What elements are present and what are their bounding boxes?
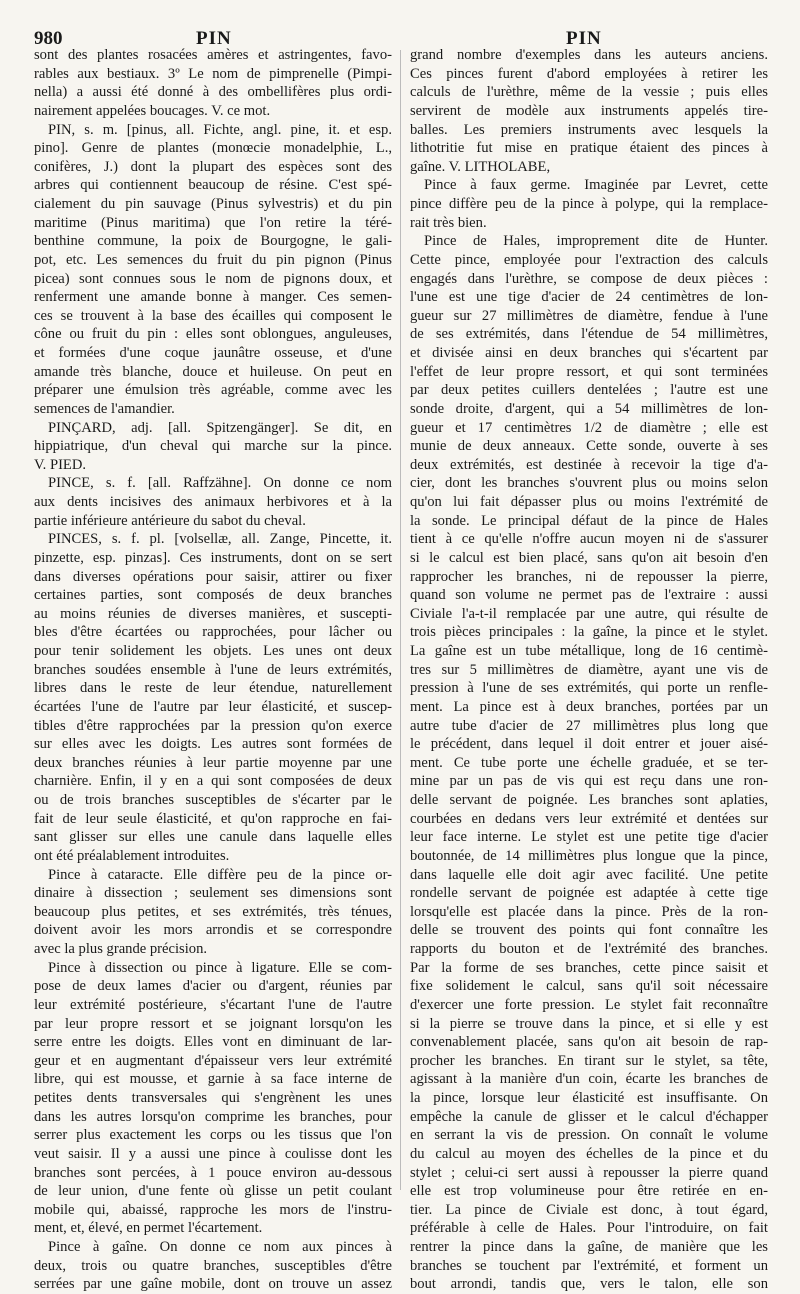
text-line: par leur propre ressort et se joignant lorsqu'on les	[34, 1015, 392, 1032]
text-line: gaîne. V. LITHOLABE,	[410, 158, 551, 175]
text-line: benthine commune, la poix de Bourgogne, le gali-	[34, 233, 392, 250]
text-line: quand son volume ne permet pas de l'extraire : aussi	[410, 587, 768, 604]
text-line: sonde droite, d'argent, qui a 54 millimètres de lon-	[410, 400, 768, 417]
text-line: semences de l'amandier.	[34, 400, 175, 417]
text-line: charnière. Enfin, il y en a qui sont composées de deux	[34, 773, 392, 790]
text-line: au moins réunies de diverses manières, et suscepti-	[34, 605, 392, 622]
text-line: dinaire à dissection ; seulement ses dimensions sont	[34, 885, 392, 902]
text-line: calculs de l'urèthre, même de la vessie ; puis elles	[410, 84, 768, 101]
text-line: delle se trouvent des points qui font connaître les	[410, 922, 768, 939]
text-line: PINÇARD, adj. [all. Spitzengänger]. Se dit, en	[48, 419, 392, 436]
text-line: branches sont percées, à 1 pouce environ au-dessous	[34, 1164, 392, 1181]
text-line: gueur sur 27 millimètres de diamètre, fendue à l'une	[410, 307, 768, 324]
text-line: boutonnée, de 14 millimètres plus longue que la pince,	[410, 847, 768, 864]
text-line: PIN, s. m. [pinus, all. Fichte, angl. pine, it. et esp.	[48, 121, 392, 138]
text-line: et divisée ainsi en deux branches qui s'écartent par	[410, 345, 768, 361]
text-line: PINCES, s. f. pl. [volsellæ, all. Zange, Pincette, it.	[48, 531, 392, 548]
text-line: doivent avoir les mors arrondis et se correspondre	[34, 922, 392, 939]
text-line: pour tenir solidement les objets. Les unes ont deux	[34, 643, 392, 659]
text-line: du calcul au moyen des échelles de la pince et du	[410, 1145, 768, 1162]
text-line: cône ou fruit du pin : elles sont oblongues, anguleuses,	[34, 326, 392, 343]
text-line: elle est trop volumineuse pour être retirée en en-	[410, 1183, 768, 1200]
text-line: la pince, lorsque leur élasticité est insuffisante. On	[410, 1090, 768, 1106]
text-line: bles d'être écartées ou rapprochées, pour lâcher ou	[34, 624, 392, 641]
text-line: servirent de modèle aux instruments appelés tire-	[410, 102, 768, 119]
text-line: gueur et 17 centimètres 1/2 de diamètre ; elle est	[410, 419, 768, 436]
text-line: ont été préalablement introduites.	[34, 847, 230, 864]
text-line: Par la forme de ses branches, cette pince saisit et	[410, 959, 768, 976]
text-line: engagés dans l'urèthre, se compose de deux pièces :	[410, 270, 768, 287]
text-line: veut saisir. Il y a aussi une pince à coulisse dont les	[34, 1145, 392, 1162]
text-line: tres sur 5 millimètres de diamètre, ayant une vis de	[410, 661, 768, 678]
text-line: sont des plantes rosacées amères et astringentes, favo-	[34, 47, 392, 63]
text-line: l'une est une tige d'acier de 24 centimètres de lon-	[410, 289, 768, 306]
text-line: rables aux bestiaux. 3º Le nom de pimprenelle (Pimpi-	[34, 65, 392, 82]
text-line: fait de leur seule élasticité, et qu'on rapproche en fai-	[34, 810, 392, 827]
text-line: sur elles avec les doigts. Les autres sont formées de	[34, 736, 392, 753]
text-line: serrer plus exactement les corps ou les tissus que l'on	[34, 1127, 392, 1144]
text-line: autre tube d'acier de 27 millimètres plus long que	[410, 717, 768, 734]
text-line: cialement du pin sauvage (Pinus sylvestris) et du pin	[34, 196, 392, 212]
text-line: dans diverses opérations pour saisir, attirer ou fixer	[34, 568, 392, 585]
text-line: pinzette, esp. pinzas]. Ces instruments, dont on se sert	[34, 549, 392, 566]
text-line: si le calcul est bien placé, sans qu'on ait besoin d'en	[410, 549, 768, 566]
text-line: serre entre les doigts. Elles vont en diminuant de lar-	[34, 1034, 392, 1051]
column-divider	[400, 50, 401, 1190]
text-line: ment. Ce tube porte une échelle graduée, et se ter-	[410, 754, 768, 771]
text-line: le précédent, dans lequel il doit entrer et jouer aisé-	[410, 736, 768, 753]
left-column	[34, 46, 392, 1293]
text-line: pose de deux lames d'acier ou d'argent, réunies par	[34, 978, 392, 995]
text-line: par deux petites cuillers dentelées ; l'autre est une	[410, 382, 768, 399]
text-line: certaines parties, sont composés de deux branches	[34, 587, 392, 604]
text-line: agissant à la manière d'un coin, écarte les branches de	[410, 1071, 768, 1088]
text-line: de ses extrémités, dans l'étendue de 54 millimètres,	[410, 326, 768, 343]
text-line: la sonde. Le principal défaut de la pince de Hales	[410, 512, 768, 529]
text-line: petites dents transversales qui s'engrènent les unes	[34, 1090, 392, 1106]
text-line: convenablement placée, sans qu'on ait besoin de rap-	[410, 1034, 768, 1051]
text-line: rentrer la pince dans la gaîne, de manière que les	[410, 1239, 768, 1255]
text-line: ment. La pince est à deux branches, portées par un	[410, 698, 768, 715]
text-line: arbres qui contiennent beaucoup de résine. C'est spé-	[34, 177, 392, 194]
text-line: rondelle servant de poignée est adaptée à cette tige	[410, 885, 768, 902]
text-line: balles. Les premiers instruments avec lesquels la	[410, 121, 768, 138]
text-line: La gaîne est un tube métallique, long de 16 centimè-	[410, 643, 768, 659]
text-line: fixe solidement le calcul, sans qu'il soit nécessaire	[410, 978, 768, 995]
text-line: grand nombre d'exemples dans les auteurs anciens.	[410, 47, 768, 63]
text-line: Civiale l'a-t-il remplacée par une autre, qui résulte de	[410, 605, 768, 622]
text-line: tier. La pince de Civiale est donc, à tout égard,	[410, 1201, 768, 1218]
text-line: deux branches réunies à leur partie moyenne par une	[34, 754, 392, 771]
text-line: mine par un pas de vis qui est reçu dans une ron-	[410, 773, 768, 790]
right-running-headword: PIN	[566, 28, 602, 49]
text-line: Ces pinces furent d'abord employées à retirer les	[410, 65, 768, 82]
text-line: V. PIED.	[34, 456, 87, 473]
text-line: hippiatrique, d'un cheval qui marche sur la pince.	[34, 438, 392, 455]
text-line: branches se touchent par l'extrémité, et forment un	[410, 1257, 768, 1274]
text-line: Pince à cataracte. Elle diffère peu de la pince or-	[48, 866, 392, 883]
text-line: ces se trouvent à la base des écailles qui composent le	[34, 307, 392, 324]
text-line: aux dents incisives des animaux herbivores et à la	[34, 494, 392, 510]
right-column	[410, 46, 768, 1293]
text-line: préférable à celle de Hales. Pour l'introduire, on fait	[410, 1220, 768, 1237]
text-line: nairement appelées boucages. V. ce mot.	[34, 102, 271, 119]
text-line: PINCE, s. f. [all. Raffzähne]. On donne ce nom	[48, 475, 392, 492]
text-line: l'effet de leur propre ressort, et qui sont terminées	[410, 363, 768, 380]
text-line: préparer une émulsion très agréable, comme avec les	[34, 382, 392, 399]
text-line: munie de deux anneaux. Cette sonde, ouverte à ses	[410, 438, 768, 455]
text-line: libre, qui est mousse, et garnie à sa face interne de	[34, 1071, 392, 1088]
text-line: pince diffère peu de la pince à polype, qui la remplace-	[410, 196, 768, 212]
text-line: Pince à faux germe. Imaginée par Levret, cette	[424, 177, 768, 194]
text-line: picea) sont connues sous le nom de pignons doux, et	[34, 270, 392, 287]
text-line: maritime (Pinus maritima) que l'on retire la téré-	[34, 214, 392, 231]
text-line: deux, trois ou quatre branches, susceptibles d'être	[34, 1257, 392, 1274]
text-line: delle servant de poignée. Les branches sont aplaties,	[410, 792, 768, 808]
text-line: leur face interne. Le stylet est une petite tige d'acier	[410, 829, 768, 846]
text-line: de leur union, d'une fente où glisse un petit coulant	[34, 1183, 392, 1200]
text-line: empêche la canule de glisser et le calcul d'échapper	[410, 1108, 768, 1125]
text-line: ment, et, élevé, en permet l'écartement.	[34, 1220, 263, 1237]
text-line: rapports du bouton et de l'extrémité des branches.	[410, 941, 768, 957]
text-line: d'exercer une forte pression. Le stylet fait reconnaître	[410, 996, 768, 1013]
text-line: cier, dont les branches s'ouvrent plus ou moins selon	[410, 475, 768, 492]
text-line: bout arrondi, tandis que, vers le talon, elle son	[410, 1276, 768, 1293]
text-line: libres dans le reste de leur étendue, naturellement	[34, 680, 392, 697]
text-line: amande très blanche, douce et huileuse. On peut en	[34, 363, 392, 380]
text-line: et formées d'une coque jaunâtre osseuse, et d'une	[34, 345, 392, 361]
text-line: si la pierre se trouve dans la pince, et si elle y est	[410, 1015, 768, 1032]
text-line: conifères, J.) dont la plupart des espèces sont des	[34, 158, 392, 175]
text-line: mobile qui, abaissé, rapproche les mors de l'instru-	[34, 1201, 392, 1218]
text-line: leur extrémité postérieure, s'écartant l'une de l'autre	[34, 996, 392, 1013]
text-line: ou de trois branches susceptibles de s'écarter par le	[34, 792, 392, 808]
text-line: lorsqu'elle est placée dans la pince. Près de la ron-	[410, 903, 768, 920]
left-running-headword: PIN	[196, 28, 232, 49]
text-line: Pince à gaîne. On donne ce nom aux pinces à	[48, 1239, 392, 1255]
text-line: pot, etc. Les semences du fruit du pin pignon (Pinus	[34, 251, 392, 268]
text-line: tibles d'être rapprochées par la pression qu'on exerce	[34, 717, 392, 734]
text-line: procher les branches. En tirant sur le stylet, sa tête,	[410, 1052, 768, 1069]
text-line: courbées en dedans vers leur extrémité et dentées sur	[410, 810, 768, 827]
text-line: en serrant la vis de pression. On connaît le volume	[410, 1127, 768, 1144]
text-line: Pince de Hales, improprement dite de Hunter.	[424, 233, 768, 250]
text-line: dans laquelle elle doit agir avec facilité. Une petite	[410, 866, 768, 883]
text-line: qu'on lui fait dépasser plus ou moins l'extrémité de	[410, 494, 768, 510]
text-line: lithotritie fut mise en pratique étaient des pinces à	[410, 140, 768, 157]
text-line: partie inférieure antérieure du sabot du cheval.	[34, 512, 306, 529]
text-line: avec la plus grande précision.	[34, 941, 208, 957]
text-line: geur et en augmentant d'épaisseur vers leur extrémité	[34, 1052, 392, 1069]
page-number: 980	[34, 28, 63, 49]
text-line: beaucoup plus petites, et ses extrémités, très ténues,	[34, 903, 392, 920]
text-line: tient à ce qu'elle n'offre aucun moyen ni de s'assurer	[410, 531, 768, 548]
text-line: Pince à dissection ou pince à ligature. Elle se com-	[48, 959, 392, 976]
text-line: écartées l'une de l'autre par leur élasticité, et suscep-	[34, 698, 392, 715]
text-line: rapprocher les branches, ni de repousser la pierre,	[410, 568, 768, 585]
text-line: deux extrémités, est destinée à recevoir la tige d'a-	[410, 456, 768, 473]
text-line: trois pièces principales : la gaîne, la pince et le stylet.	[410, 624, 768, 641]
text-line: dans les autres lorsqu'on comprime les branches, pour	[34, 1108, 392, 1125]
text-line: pression à l'une de ses extrémités, qui porte un renfle-	[410, 680, 768, 697]
text-line: rait très bien.	[410, 214, 487, 231]
text-line: Cette pince, employée pour l'extraction des calculs	[410, 251, 768, 268]
text-line: stylet ; celui-ci sert aussi à repousser la pierre quand	[410, 1164, 768, 1181]
text-line: serrées par une gaîne mobile, dont on trouve un assez	[34, 1276, 392, 1293]
text-line: nella) a aussi été donné à des ombellifères plus ordi-	[34, 84, 392, 101]
text-line: renferment une amande bonne à manger. Ces semen-	[34, 289, 392, 306]
text-line: pino]. Genre de plantes (monœcie monadelphie, L.,	[34, 140, 392, 157]
text-line: branches soudées ensemble à l'une de leurs extrémités,	[34, 661, 392, 678]
text-line: sant glisser sur elles une canule dans laquelle elles	[34, 829, 392, 846]
